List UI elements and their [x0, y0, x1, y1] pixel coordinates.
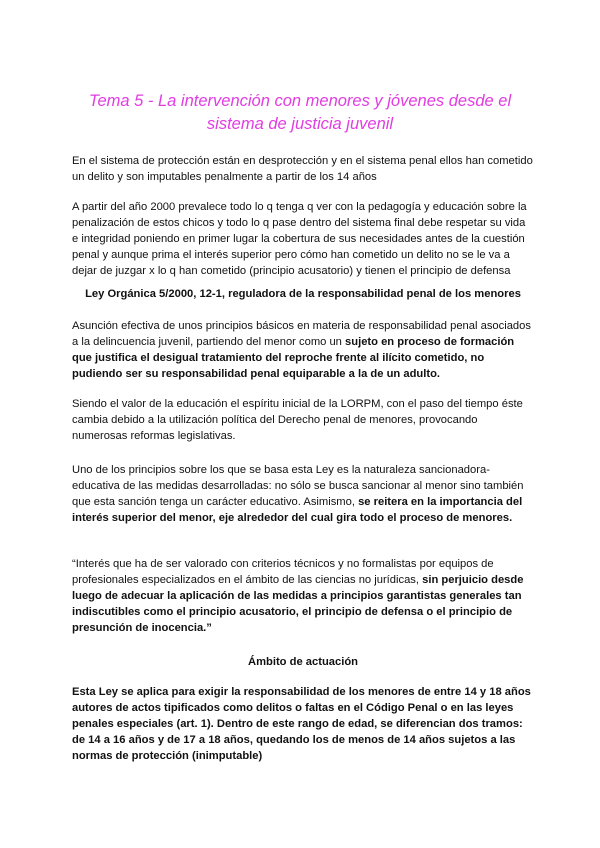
paragraph-quote-bold: sin perjuicio desde luego de adecuar la aplicación de las medidas a principios garantistas generales tan indiscutibles como el principio acusatorio, el principio de defensa o el principio de presunción de inocencia.” [72, 574, 524, 634]
paragraph-principios-text: Asunción efectiva de unos principios básicos en materia de responsabilidad penal asociados a la delincuencia juvenil, partiendo del menor como un [72, 320, 531, 348]
section-heading-ambito: Ámbito de actuación [247, 656, 359, 668]
paragraph-ambito-actuacion: Esta Ley se aplica para exigir la responsabilidad de los menores de entre 14 y 18 años autores de actos tipificados como delitos o faltas en el Código Penal o en las leyes penales especiales (art. 1). Dentro de este rango de edad, se diferencian dos tramos: de 14 a 16 años y de 17 a 18 años, quedando los de menos de 14 años sujetos a las normas de protección (inimputable) [72, 686, 531, 762]
section-heading-ley-organica: Ley Orgánica 5/2000, 12-1, reguladora de la responsabilidad penal de los menores [85, 288, 521, 300]
paragraph-ano-2000: A partir del año 2000 prevalece todo lo q tenga q ver con la pedagogía y educación sobre la penalización de estos chicos y todo lo q pase dentro del sistema final debe respetar su vida e integridad poniendo en primer lugar la cobertura de sus necesidades antes de la cuestión penal y aunque prima el interés superior pero cómo han cometido un delito no se le va a dejar de juzgar x lo q han cometido (principio acusatorio) y tienen el principio de defensa [72, 201, 527, 277]
paragraph-principios-basicos [72, 318, 534, 382]
paragraph-naturaleza-bold: se reitera en la importancia del interés superior del menor, eje alrededor del cual gira todo el proceso de menores. [72, 496, 523, 524]
paragraph-naturaleza-text: Uno de los principios sobre los que se basa esta Ley es la naturaleza sancionadora-educativa de las medidas desarrolladas: no sólo se busca sancionar al menor sino también que esta sanción tenga un carácter educativo. Asimismo, [72, 464, 524, 508]
paragraph-lorpm: Siendo el valor de la educación el espíritu inicial de la LORPM, con el paso del tiempo éste cambia debido a la utilización política del Derecho penal de menores, provocando numerosas reformas legislativas. [72, 398, 523, 442]
title-line-1: Tema 5 - La intervención con menores y jóvenes desde el [88, 92, 512, 110]
paragraph-quote-interes [72, 556, 534, 636]
title-line-2: sistema de justicia juvenil [206, 115, 394, 133]
paragraph-principios-bold: sujeto en proceso de formación que justifica el desigual tratamiento del reproche frente al ilícito cometido, no pudiendo ser su responsabilidad penal equiparable a la de un adulto. [72, 336, 515, 380]
paragraph-quote-text: “Interés que ha de ser valorado con criterios técnicos y no formalistas por equipos de profesionales especializados en el ámbito de las ciencias no jurídicas, [72, 558, 494, 586]
document-title [60, 90, 540, 136]
paragraph-proteccion: En el sistema de protección están en desprotección y en el sistema penal ellos han cometido un delito y son imputables penalmente a partir de los 14 años [72, 155, 533, 183]
paragraph-naturaleza-sancionadora [72, 462, 534, 526]
